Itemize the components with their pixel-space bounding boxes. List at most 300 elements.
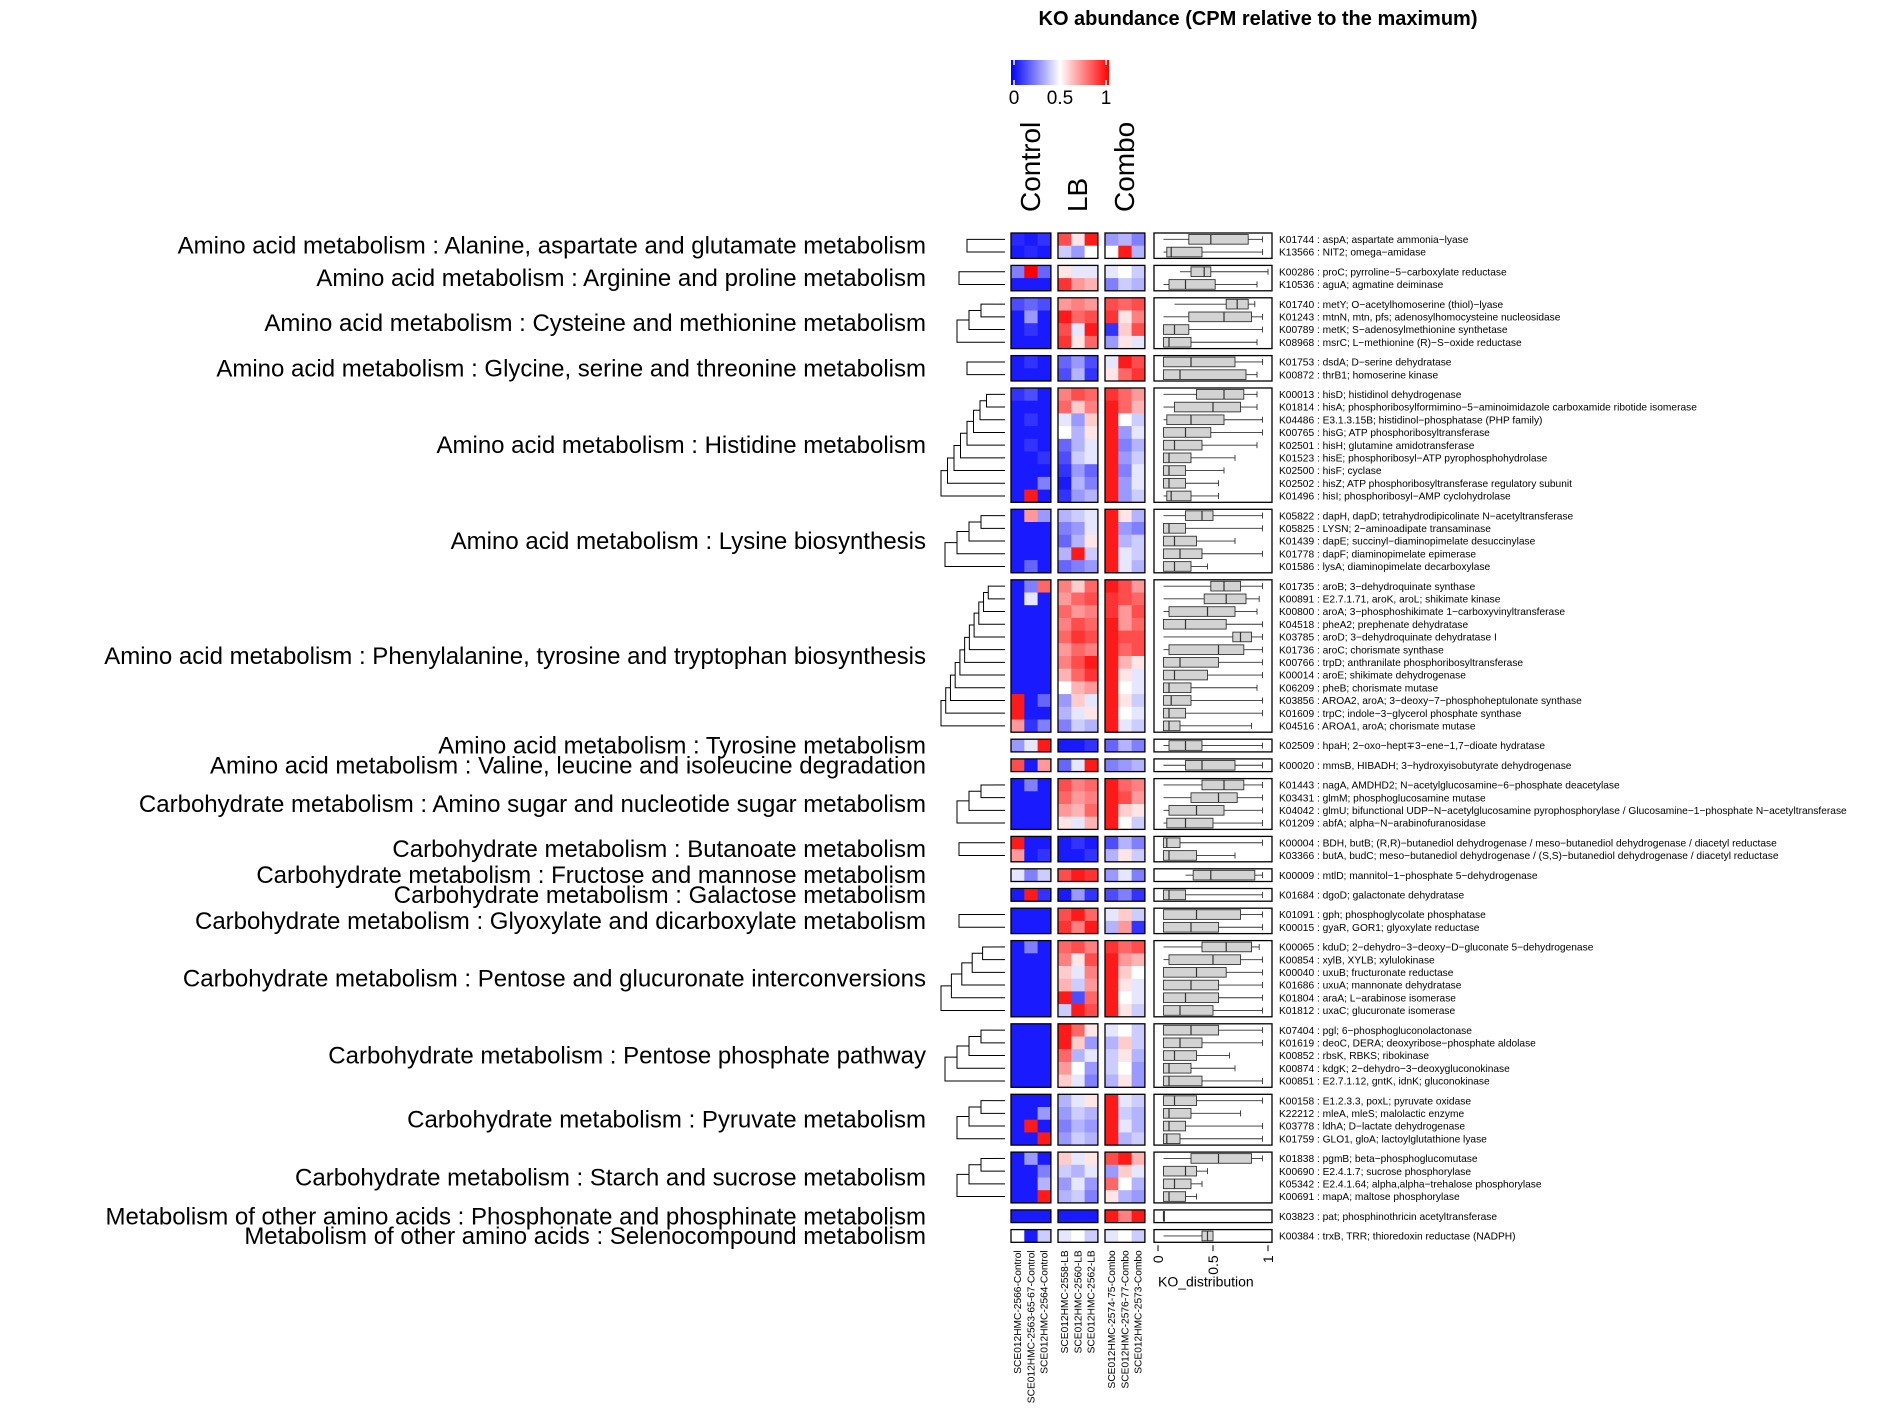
- heatmap-cell: [1118, 509, 1132, 522]
- heatmap-cell: [1085, 681, 1099, 694]
- heatmap-cell: [1011, 941, 1025, 954]
- heatmap-cell: [1132, 593, 1146, 606]
- heatmap-cell: [1038, 1230, 1052, 1243]
- dendrogram-branch: [951, 974, 1005, 998]
- heatmap-cell: [1105, 779, 1119, 792]
- heatmap-cell: [1058, 889, 1072, 902]
- heatmap-cell: [1011, 1094, 1025, 1107]
- boxplot-box: [1164, 440, 1203, 450]
- heatmap-cell: [1105, 1094, 1119, 1107]
- heatmap-cell: [1038, 426, 1052, 439]
- heatmap-cell: [1105, 1004, 1119, 1017]
- heatmap-cell: [1105, 908, 1119, 921]
- heatmap-cell: [1024, 1152, 1038, 1165]
- heatmap-cell: [1058, 941, 1072, 954]
- dendrogram-branch: [981, 516, 1005, 529]
- heatmap-cell: [1085, 336, 1099, 349]
- ko-label: K04486 : E3.1.3.15B; histidinol−phosphatase (PHP family): [1279, 415, 1543, 427]
- heatmap-cell: [1058, 298, 1072, 311]
- dendrogram-branch: [980, 401, 1005, 420]
- heatmap-cell: [1058, 1120, 1072, 1133]
- pathway-label: Carbohydrate metabolism : Pyruvate metabolism: [407, 1106, 926, 1134]
- heatmap-cell: [1071, 836, 1085, 849]
- heatmap-cell: [1071, 759, 1085, 772]
- heatmap-cell: [1058, 869, 1072, 882]
- boxplot-box: [1191, 267, 1211, 277]
- heatmap-cell: [1011, 426, 1025, 439]
- heatmap-cell: [1105, 849, 1119, 862]
- heatmap-cell: [1132, 413, 1146, 426]
- boxplot-box: [1164, 453, 1192, 463]
- heatmap-cell: [1105, 1037, 1119, 1050]
- heatmap-cell: [1058, 849, 1072, 862]
- heatmap-cell: [1105, 509, 1119, 522]
- boxplot-box: [1175, 402, 1241, 412]
- heatmap-cell: [1105, 1190, 1119, 1203]
- heatmap-cell: [1118, 1094, 1132, 1107]
- boxplot-box: [1164, 658, 1219, 668]
- heatmap-cell: [1058, 979, 1072, 992]
- pathway-label: Amino acid metabolism : Lysine biosynthesis: [450, 528, 926, 556]
- heatmap-cell: [1058, 522, 1072, 535]
- heatmap-cell: [1085, 246, 1099, 259]
- heatmap-cell: [1085, 1210, 1099, 1223]
- heatmap-cell: [1118, 593, 1132, 606]
- heatmap-cell: [1085, 233, 1099, 246]
- heatmap-cell: [1132, 356, 1146, 369]
- heatmap-cell: [1024, 311, 1038, 324]
- heatmap-cell: [1071, 991, 1085, 1004]
- heatmap-cell: [1071, 452, 1085, 465]
- ko-label: K00020 : mmsB, HIBADH; 3−hydroxyisobutyrate dehydrogenase: [1279, 760, 1572, 772]
- boxplot-box: [1164, 1051, 1197, 1061]
- heatmap-cell: [1071, 720, 1085, 733]
- heatmap-cell: [1071, 401, 1085, 414]
- heatmap-cell: [1105, 605, 1119, 618]
- heatmap-cell: [1058, 452, 1072, 465]
- heatmap-cell: [1038, 593, 1052, 606]
- ko-label: K00015 : gyaR, GOR1; glyoxylate reductase: [1279, 922, 1480, 934]
- dendrogram-branch: [967, 421, 1005, 445]
- boxplot-box: [1164, 337, 1192, 347]
- heatmap-cell: [1024, 490, 1038, 503]
- ko-label: K13566 : NIT2; omega−amidase: [1279, 247, 1426, 259]
- heatmap-cell: [1011, 1132, 1025, 1145]
- heatmap-cell: [1011, 991, 1025, 1004]
- boxplot-box: [1167, 818, 1213, 828]
- ko-label: K00014 : aroE; shikimate dehydrogenase: [1279, 670, 1466, 682]
- heatmap-cell: [1085, 694, 1099, 707]
- heatmap-cell: [1132, 908, 1146, 921]
- dendrogram-branch: [957, 320, 1005, 342]
- heatmap-cell: [1085, 643, 1099, 656]
- color-legend: [1009, 60, 1112, 109]
- heatmap-cell: [1058, 707, 1072, 720]
- heatmap-cell: [1038, 1037, 1052, 1050]
- boxplot-box: [1164, 1192, 1186, 1202]
- dendrogram-branch: [981, 304, 1005, 317]
- heatmap-cell: [1038, 323, 1052, 336]
- heatmap-cell: [1118, 1230, 1132, 1243]
- axis-title: KO_distribution: [1158, 1273, 1254, 1290]
- heatmap-cell: [1024, 605, 1038, 618]
- heatmap-cell: [1132, 1024, 1146, 1037]
- heatmap-cell: [1118, 1107, 1132, 1120]
- heatmap-cell: [1024, 979, 1038, 992]
- heatmap-cell: [1038, 991, 1052, 1004]
- heatmap-cell: [1024, 694, 1038, 707]
- heatmap-cell: [1011, 979, 1025, 992]
- heatmap-cell: [1038, 452, 1052, 465]
- heatmap-cell: [1105, 439, 1119, 452]
- ko-label: K00013 : hisD; histidinol dehydrogenase: [1279, 389, 1462, 401]
- heatmap-cell: [1024, 1062, 1038, 1075]
- heatmap-cell: [1118, 966, 1132, 979]
- heatmap-cell: [1038, 849, 1052, 862]
- heatmap-cell: [1058, 356, 1072, 369]
- heatmap-cell: [1038, 889, 1052, 902]
- heatmap-cell: [1024, 921, 1038, 934]
- pathway-label: Metabolism of other amino acids : Selenocompound metabolism: [244, 1222, 926, 1250]
- heatmap-cell: [1071, 908, 1085, 921]
- heatmap-cell: [1024, 869, 1038, 882]
- ko-labels: [1279, 235, 1847, 1243]
- heatmap-cell: [1058, 547, 1072, 560]
- heatmap-cell: [1132, 298, 1146, 311]
- heatmap-cell: [1105, 246, 1119, 259]
- heatmap-cell: [1085, 535, 1099, 548]
- heatmap-cell: [1105, 739, 1119, 752]
- ko-label: K00690 : E2.4.1.7; sucrose phosphorylase: [1279, 1166, 1471, 1178]
- heatmap-cell: [1011, 1004, 1025, 1017]
- heatmap-cell: [1058, 605, 1072, 618]
- heatmap-cell: [1011, 605, 1025, 618]
- sample-label: SCE012HMC-2576-77-Combo: [1120, 1250, 1132, 1389]
- dendrogram-branch: [972, 953, 1005, 972]
- heatmap-cell: [1132, 1152, 1146, 1165]
- heatmap-cell: [1071, 921, 1085, 934]
- heatmap-cell: [1118, 246, 1132, 259]
- heatmap-cell: [1105, 298, 1119, 311]
- heatmap-cell: [1132, 791, 1146, 804]
- heatmap-cell: [1058, 681, 1072, 694]
- pathway-label: Carbohydrate metabolism : Fructose and mannose metabolism: [256, 862, 926, 890]
- heatmap-cell: [1085, 356, 1099, 369]
- heatmap-cell: [1038, 509, 1052, 522]
- heatmap-cell: [1038, 464, 1052, 477]
- heatmap-cell: [1132, 720, 1146, 733]
- heatmap-cell: [1071, 1094, 1085, 1107]
- heatmap-cell: [1071, 439, 1085, 452]
- heatmap-cell: [1118, 804, 1132, 817]
- heatmap-cell: [1085, 388, 1099, 401]
- heatmap-cell: [1105, 889, 1119, 902]
- heatmap-cell: [1024, 1120, 1038, 1133]
- heatmap-cell: [1118, 1190, 1132, 1203]
- heatmap-cell: [1011, 1075, 1025, 1088]
- heatmap-cell: [1058, 804, 1072, 817]
- heatmap-cell: [1058, 643, 1072, 656]
- heatmap-cell: [1024, 1210, 1038, 1223]
- ko-label: K01586 : lysA; diaminopimelate decarboxylase: [1279, 562, 1491, 574]
- ko-distribution-axis: [1150, 1245, 1276, 1289]
- heatmap-cell: [1011, 707, 1025, 720]
- heatmap-cell: [1085, 908, 1099, 921]
- heatmap-cell: [1132, 522, 1146, 535]
- heatmap-cell: [1058, 477, 1072, 490]
- heatmap-cell: [1071, 804, 1085, 817]
- heatmap-cell: [1132, 966, 1146, 979]
- heatmap-cell: [1058, 759, 1072, 772]
- heatmap-cell: [1011, 643, 1025, 656]
- boxplot-box: [1186, 760, 1236, 770]
- heatmap-cell: [1085, 1165, 1099, 1178]
- heatmap-cell: [1058, 535, 1072, 548]
- boxplot-box: [1164, 1166, 1197, 1176]
- heatmap-cell: [1024, 233, 1038, 246]
- heatmap-cell: [1038, 401, 1052, 414]
- heatmap-cell: [1118, 1120, 1132, 1133]
- heatmap-cell: [1118, 643, 1132, 656]
- heatmap-cell: [1011, 1152, 1025, 1165]
- heatmap-cell: [1071, 1004, 1085, 1017]
- heatmap-cell: [1132, 401, 1146, 414]
- ko-label: K01243 : mtnN, mtn, pfs; adenosylhomocysteine nucleosidase: [1279, 312, 1561, 324]
- heatmap-cell: [1132, 836, 1146, 849]
- ko-label: K01443 : nagA, AMDHD2; N−acetylglucosamine−6−phosphate deacetylase: [1279, 780, 1620, 792]
- heatmap-cell: [1132, 490, 1146, 503]
- sample-label: SCE012HMC-2573-Combo: [1133, 1250, 1145, 1374]
- ko-label: K00766 : trpD; anthranilate phosphoribosyltransferase: [1279, 657, 1524, 669]
- heatmap-cell: [1011, 356, 1025, 369]
- heatmap-cell: [1085, 560, 1099, 573]
- heatmap-cell: [1132, 694, 1146, 707]
- heatmap-cell: [1011, 246, 1025, 259]
- heatmap-cell: [1085, 509, 1099, 522]
- pathway-label: Amino acid metabolism : Alanine, aspartate and glutamate metabolism: [177, 232, 926, 260]
- heatmap-cell: [1024, 1037, 1038, 1050]
- heatmap-cell: [1071, 426, 1085, 439]
- heatmap-cell: [1058, 593, 1072, 606]
- heatmap-cell: [1118, 368, 1132, 381]
- heatmap-cell: [1038, 1190, 1052, 1203]
- sample-label: SCE012HMC-2566-Control: [1013, 1250, 1025, 1374]
- heatmap-cell: [1058, 388, 1072, 401]
- heatmap-cell: [1132, 560, 1146, 573]
- heatmap-cell: [1011, 413, 1025, 426]
- heatmap-cell: [1024, 966, 1038, 979]
- ko-label: K00009 : mtlD; mannitol−1−phosphate 5−dehydrogenase: [1279, 870, 1538, 882]
- heatmap-cell: [1058, 836, 1072, 849]
- heatmap-cell: [1011, 869, 1025, 882]
- heatmap-cell: [1132, 953, 1146, 966]
- heatmap-cell: [1132, 535, 1146, 548]
- heatmap-cell: [1038, 1132, 1052, 1145]
- ko-label: K01804 : araA; L−arabinose isomerase: [1279, 993, 1456, 1005]
- heatmap-cell: [1058, 1049, 1072, 1062]
- heatmap-cell: [1011, 656, 1025, 669]
- heatmap-cell: [1085, 1049, 1099, 1062]
- heatmap-cell: [1038, 233, 1052, 246]
- heatmap-cell: [1132, 779, 1146, 792]
- heatmap-cell: [1105, 1024, 1119, 1037]
- heatmap-cell: [1058, 817, 1072, 830]
- heatmap-cell: [1085, 477, 1099, 490]
- ko-distribution-boxplots: [1154, 233, 1272, 1242]
- heatmap-cell: [1118, 836, 1132, 849]
- heatmap-cell: [1118, 953, 1132, 966]
- pathway-label: Carbohydrate metabolism : Starch and sucrose metabolism: [295, 1164, 926, 1192]
- heatmap-cell: [1105, 1120, 1119, 1133]
- heatmap-cell: [1058, 464, 1072, 477]
- heatmap-cell: [1105, 631, 1119, 644]
- heatmap-cell: [1132, 477, 1146, 490]
- heatmap-cell: [1024, 817, 1038, 830]
- heatmap-cell: [1024, 643, 1038, 656]
- ko-label: K01759 : GLO1, gloA; lactoylglutathione lyase: [1279, 1134, 1487, 1146]
- heatmap-cell: [1024, 1190, 1038, 1203]
- heatmap-cell: [1105, 311, 1119, 324]
- boxplot-box: [1164, 466, 1186, 476]
- heatmap-cell: [1058, 413, 1072, 426]
- heatmap-cell: [1085, 1075, 1099, 1088]
- heatmap-cell: [1011, 791, 1025, 804]
- row-dendrogram: [941, 239, 1005, 1196]
- heatmap-cell: [1011, 720, 1025, 733]
- heatmap-cell: [1118, 336, 1132, 349]
- boxplot-box: [1191, 793, 1237, 803]
- heatmap-cell: [1071, 966, 1085, 979]
- legend-tick-label: 0: [1008, 88, 1020, 109]
- heatmap-cell: [1071, 560, 1085, 573]
- heatmap-cell: [1118, 311, 1132, 324]
- ko-label: K04042 : glmU; bifunctional UDP−N−acetylglucosamine pyrophosphorylase / Glucosamine−1−phosphate N−acetyltransferase: [1279, 805, 1847, 817]
- heatmap-cell: [1011, 388, 1025, 401]
- heatmap-cell: [1071, 889, 1085, 902]
- heatmap-cell: [1038, 1094, 1052, 1107]
- heatmap-cell: [1105, 278, 1119, 291]
- pathway-label: Amino acid metabolism : Arginine and proline metabolism: [316, 265, 926, 293]
- heatmap-cell: [1071, 849, 1085, 862]
- heatmap-cell: [1011, 631, 1025, 644]
- heatmap-cell: [1058, 1037, 1072, 1050]
- group-label: Control: [1014, 121, 1046, 212]
- heatmap-cell: [1118, 490, 1132, 503]
- ko-label: K03823 : pat; phosphinothricin acetyltransferase: [1279, 1211, 1498, 1223]
- heatmap-cells: [1011, 233, 1145, 1243]
- ko-label: K01736 : aroC; chorismate synthase: [1279, 645, 1444, 657]
- dendrogram-branch: [945, 543, 1005, 567]
- heatmap-cell: [1011, 1178, 1025, 1191]
- heatmap-cell: [1085, 1062, 1099, 1075]
- dendrogram-branch: [981, 785, 1005, 798]
- heatmap-cell: [1132, 439, 1146, 452]
- heatmap-cell: [1085, 1152, 1099, 1165]
- heatmap-cell: [1132, 618, 1146, 631]
- ko-label: K00065 : kduD; 2−dehydro−3−deoxy−D−gluconate 5−dehydrogenase: [1279, 942, 1594, 954]
- sample-label: SCE012HMC-2563-65-67-Control: [1026, 1250, 1038, 1404]
- heatmap-cell: [1024, 477, 1038, 490]
- boxplot-box: [1164, 370, 1247, 380]
- heatmap-cell: [1024, 522, 1038, 535]
- heatmap-cell: [1038, 1075, 1052, 1088]
- heatmap-cell: [1118, 618, 1132, 631]
- heatmap-cell: [1011, 618, 1025, 631]
- heatmap-cell: [1058, 278, 1072, 291]
- pathway-label: Amino acid metabolism : Phenylalanine, tyrosine and tryptophan biosynthesis: [104, 643, 926, 670]
- heatmap-cell: [1011, 547, 1025, 560]
- heatmap-cell: [1011, 452, 1025, 465]
- heatmap-cell: [1038, 720, 1052, 733]
- heatmap-cell: [1024, 509, 1038, 522]
- heatmap-cell: [1132, 1049, 1146, 1062]
- heatmap-cell: [1105, 560, 1119, 573]
- ko-label: K00854 : xylB, XYLB; xylulokinase: [1279, 955, 1435, 967]
- heatmap-cell: [1024, 1165, 1038, 1178]
- heatmap-cell: [1058, 779, 1072, 792]
- heatmap-cell: [1085, 1037, 1099, 1050]
- heatmap-cell: [1105, 1230, 1119, 1243]
- heatmap-cell: [1071, 953, 1085, 966]
- heatmap-cell: [1118, 921, 1132, 934]
- dendrogram-branch: [983, 947, 1005, 960]
- heatmap-cell: [1118, 233, 1132, 246]
- heatmap-cell: [1085, 401, 1099, 414]
- heatmap-cell: [1118, 791, 1132, 804]
- heatmap-cell: [1085, 720, 1099, 733]
- heatmap-cell: [1024, 1178, 1038, 1191]
- heatmap-cell: [1085, 1132, 1099, 1145]
- ko-label: K00851 : E2.7.1.12, gntK, idnK; gluconokinase: [1279, 1076, 1490, 1088]
- heatmap-cell: [1118, 401, 1132, 414]
- heatmap-cell: [1132, 1132, 1146, 1145]
- heatmap-cell: [1132, 323, 1146, 336]
- heatmap-cell: [1118, 356, 1132, 369]
- heatmap-cell: [1011, 560, 1025, 573]
- heatmap-cell: [1024, 1107, 1038, 1120]
- heatmap-cell: [1105, 323, 1119, 336]
- heatmap-cell: [1024, 452, 1038, 465]
- heatmap-cell: [1011, 535, 1025, 548]
- heatmap-cell: [1071, 694, 1085, 707]
- heatmap-cell: [1105, 368, 1119, 381]
- heatmap-cell: [1105, 1152, 1119, 1165]
- heatmap-cell: [1105, 490, 1119, 503]
- heatmap-cell: [1118, 1210, 1132, 1223]
- heatmap-cell: [1038, 1210, 1052, 1223]
- heatmap-cell: [1105, 580, 1119, 593]
- heatmap-cell: [1132, 1190, 1146, 1203]
- heatmap-cell: [1011, 1024, 1025, 1037]
- heatmap-cell: [1038, 580, 1052, 593]
- heatmap-cell: [1058, 509, 1072, 522]
- boxplot-box: [1197, 390, 1244, 400]
- heatmap-cell: [1085, 1004, 1099, 1017]
- heatmap-cell: [1038, 694, 1052, 707]
- heatmap-cell: [1011, 580, 1025, 593]
- heatmap-cell: [1085, 669, 1099, 682]
- heatmap-cell: [1132, 1004, 1146, 1017]
- heatmap-cell: [1011, 509, 1025, 522]
- ko-label: K00158 : E1.2.3.3, poxL; pyruvate oxidase: [1279, 1096, 1471, 1108]
- heatmap-cell: [1085, 1190, 1099, 1203]
- boxplot-box: [1164, 683, 1192, 693]
- heatmap-cell: [1058, 323, 1072, 336]
- boxplot-box: [1164, 968, 1227, 978]
- heatmap-cell: [1085, 631, 1099, 644]
- heatmap-cell: [1085, 547, 1099, 560]
- heatmap-cell: [1024, 464, 1038, 477]
